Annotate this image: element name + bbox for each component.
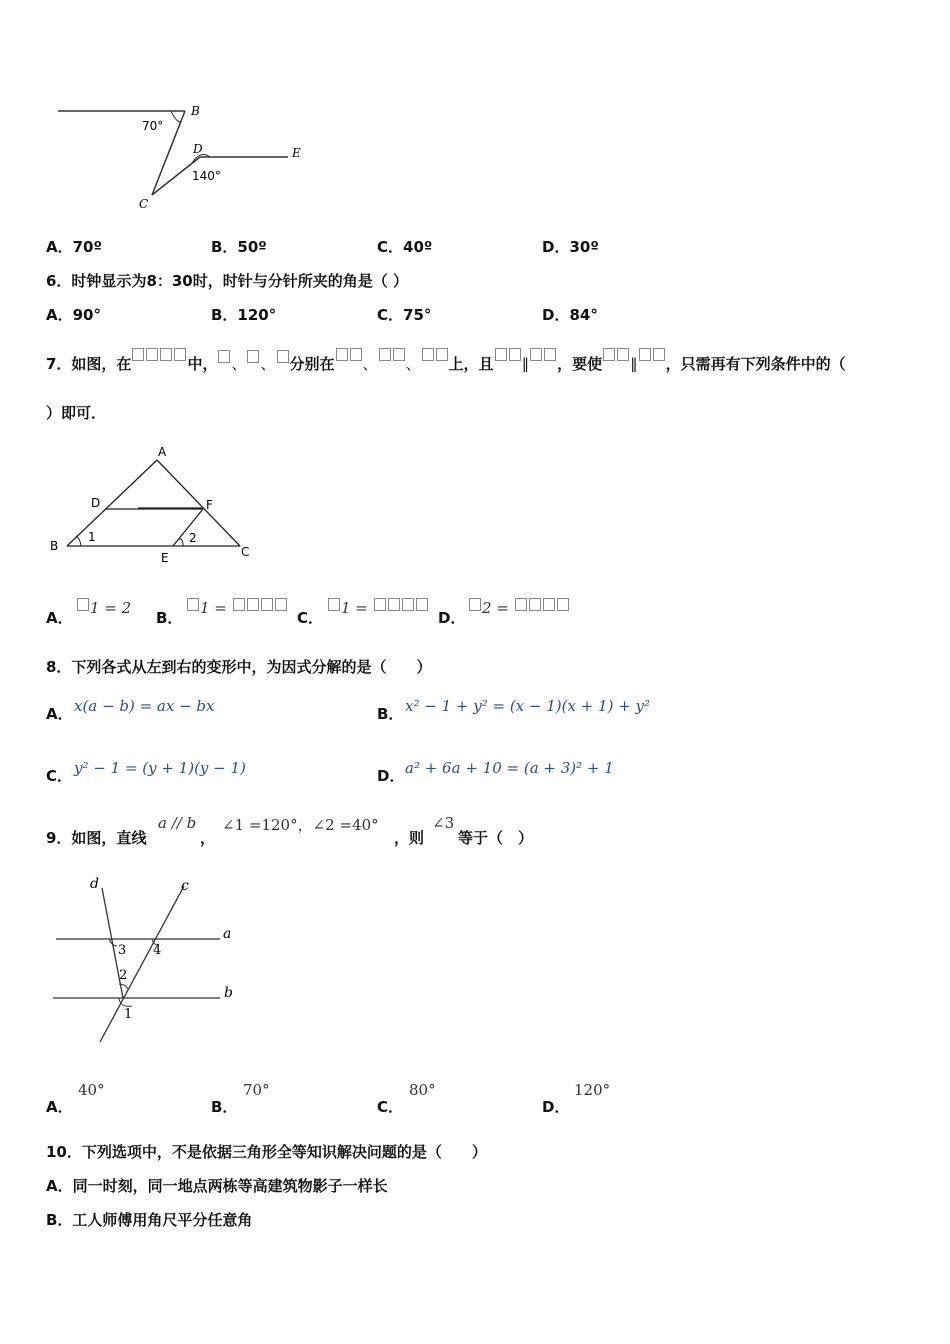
- q7-option-b-expr: [186, 598, 288, 617]
- q9-option-c-value: 80°: [409, 1081, 436, 1099]
- placeholder-box: [557, 598, 569, 611]
- q10-option-b: B．工人师傅用角尺平分任意角: [46, 1211, 253, 1229]
- placeholder-box: [402, 598, 414, 611]
- q9-stem-part2: ，则: [394, 829, 425, 847]
- q7-option-b-text: 1 =: [200, 599, 227, 617]
- q8-option-a-label: A．: [46, 705, 73, 723]
- q8-option-d-expr: a² + 6a + 10 = (a + 3)² + 1: [405, 759, 614, 777]
- fig9-label-a: a: [223, 926, 232, 942]
- fig7-label-e: E: [161, 551, 169, 565]
- fig5-angle-70: 70°: [142, 119, 164, 133]
- placeholder-box: [388, 598, 400, 611]
- placeholder-box: [416, 598, 428, 611]
- q7-option-d-label: D．: [438, 609, 466, 627]
- fig9-angle-3: 3: [118, 943, 127, 958]
- q8-option-a-expr: x(a − b) = ax − bx: [74, 697, 215, 715]
- q7-option-d-expr: [468, 598, 570, 617]
- q6-option-c: C．75°: [377, 306, 432, 324]
- fig9-label-c: c: [181, 878, 189, 894]
- q8-option-b-label: B．: [377, 705, 404, 723]
- placeholder-box: [261, 598, 273, 611]
- q8-option-b-expr: x² − 1 + y² = (x − 1)(x + 1) + y²: [405, 697, 651, 715]
- placeholder-box: [77, 598, 89, 611]
- q7-stem-line1: [46, 348, 846, 374]
- q7-stem-line2: ）即可．: [46, 404, 107, 422]
- q8-stem: 8．下列各式从左到右的变形中，为因式分解的是（ ）: [46, 658, 432, 676]
- q10-option-a: A．同一时刻，同一地点两栋等高建筑物影子一样长: [46, 1177, 388, 1195]
- q7-stem-part12: ，只需再有下列条件中的（: [665, 355, 846, 373]
- placeholder-box: [328, 598, 340, 611]
- q7-stem-part3: 、: [231, 355, 247, 373]
- q9-option-b-value: 70°: [243, 1081, 270, 1099]
- q9-condition-angles: ∠1 =120°，∠2 =40°: [222, 816, 379, 834]
- fig5-angle-140: 140°: [192, 169, 221, 183]
- q8-option-c-expr: y² − 1 = (y + 1)(y − 1): [74, 759, 246, 777]
- placeholder-box: [515, 598, 527, 611]
- fig7-label-d: D: [91, 496, 101, 510]
- q7-stem-part8: 上，且: [448, 355, 494, 373]
- fig5-label-d: D: [193, 142, 203, 156]
- fig7-label-b: B: [50, 539, 59, 553]
- q9-option-d-value: 120°: [574, 1081, 611, 1099]
- q7-stem-part9: ∥: [521, 355, 530, 373]
- fig7-label-f: F: [206, 498, 213, 512]
- q9-stem-part3: 等于（ ）: [458, 829, 534, 847]
- fig9-angle-4: 4: [153, 943, 162, 958]
- q6-option-d: D．84°: [542, 306, 598, 324]
- placeholder-box: [529, 598, 541, 611]
- fig9-label-b: b: [224, 985, 233, 1001]
- q7-option-c-expr: [327, 598, 429, 617]
- q7-stem-part5: 分别在: [289, 355, 335, 373]
- fig9-angle-1: 1: [124, 1007, 133, 1022]
- q5-option-d: D．30º: [542, 238, 599, 256]
- q7-option-b-label: B．: [156, 609, 183, 627]
- placeholder-box: [187, 598, 199, 611]
- placeholder-box: [421, 349, 449, 367]
- q9-stem-part1: 9．如图，直线: [46, 829, 147, 847]
- q7-stem-part11: ∥: [630, 355, 638, 373]
- q6-option-a: A．90°: [46, 306, 101, 324]
- placeholder-box: [275, 598, 287, 611]
- q7-option-a-text: 1 = 2: [90, 599, 132, 617]
- placeholder-box: [638, 349, 666, 367]
- q5-option-b: B．50º: [211, 238, 267, 256]
- fig7-angle-1: 1: [88, 530, 96, 544]
- q7-stem-part10: ，要使: [557, 355, 603, 373]
- fig5-label-b: B: [191, 104, 200, 118]
- q7-stem-part6: 、: [362, 355, 378, 373]
- placeholder-box: [602, 349, 630, 367]
- q7-option-a-expr: [76, 598, 131, 617]
- q9-stem-separator: ，: [200, 829, 216, 847]
- q10-stem: 10．下列选项中，不是依据三角形全等知识解决问题的是（ ）: [46, 1143, 487, 1161]
- fig7-label-a: A: [158, 445, 167, 459]
- q8-option-d-label: D．: [377, 767, 405, 785]
- fig7-angle-2: 2: [189, 531, 197, 545]
- placeholder-box: [543, 598, 555, 611]
- placeholder-box: [247, 350, 259, 363]
- q6-stem: 6．时钟显示为8：30时，时针与分针所夹的角是（ ）: [46, 272, 408, 290]
- q5-option-a: A．70º: [46, 238, 102, 256]
- figure-q9: [48, 872, 248, 1047]
- placeholder-box: [469, 598, 481, 611]
- placeholder-box: [233, 598, 245, 611]
- q9-option-b-label: B．: [211, 1098, 238, 1116]
- fig9-angle-2: 2: [119, 968, 128, 983]
- q5-option-c: C．40º: [377, 238, 433, 256]
- figure-q5: [50, 100, 320, 215]
- q7-option-c-text: 1 =: [341, 599, 368, 617]
- q7-option-c-label: C．: [297, 609, 324, 627]
- q7-option-a-label: A．: [46, 609, 73, 627]
- q7-stem-part1: 7．如图，在: [46, 355, 132, 373]
- fig5-label-e: E: [292, 146, 301, 160]
- placeholder-box: [494, 349, 522, 367]
- q9-option-a-label: A．: [46, 1098, 73, 1116]
- q7-stem-part7: 、: [405, 355, 421, 373]
- fig5-label-c: C: [139, 197, 149, 211]
- placeholder-box: [529, 349, 557, 367]
- q9-option-c-label: C．: [377, 1098, 404, 1116]
- placeholder-box: [131, 349, 187, 367]
- fig7-label-c: C: [241, 545, 250, 559]
- placeholder-box: [335, 349, 363, 367]
- q9-condition-angle3: ∠3: [432, 814, 455, 832]
- q9-condition-parallel: a // b: [158, 814, 197, 832]
- placeholder-box: [218, 350, 230, 363]
- q7-stem-part4: 、: [260, 355, 276, 373]
- placeholder-box: [374, 598, 386, 611]
- q9-option-d-label: D．: [542, 1098, 570, 1116]
- placeholder-box: [247, 598, 259, 611]
- fig9-label-d: d: [90, 876, 99, 892]
- q6-option-b: B．120°: [211, 306, 277, 324]
- q7-option-d-text: 2 =: [482, 599, 509, 617]
- placeholder-box: [378, 349, 406, 367]
- q7-stem-part2: 中，: [187, 355, 218, 373]
- q9-option-a-value: 40°: [78, 1081, 105, 1099]
- q8-option-c-label: C．: [46, 767, 73, 785]
- placeholder-box: [277, 350, 289, 363]
- figure-q7: [45, 440, 260, 570]
